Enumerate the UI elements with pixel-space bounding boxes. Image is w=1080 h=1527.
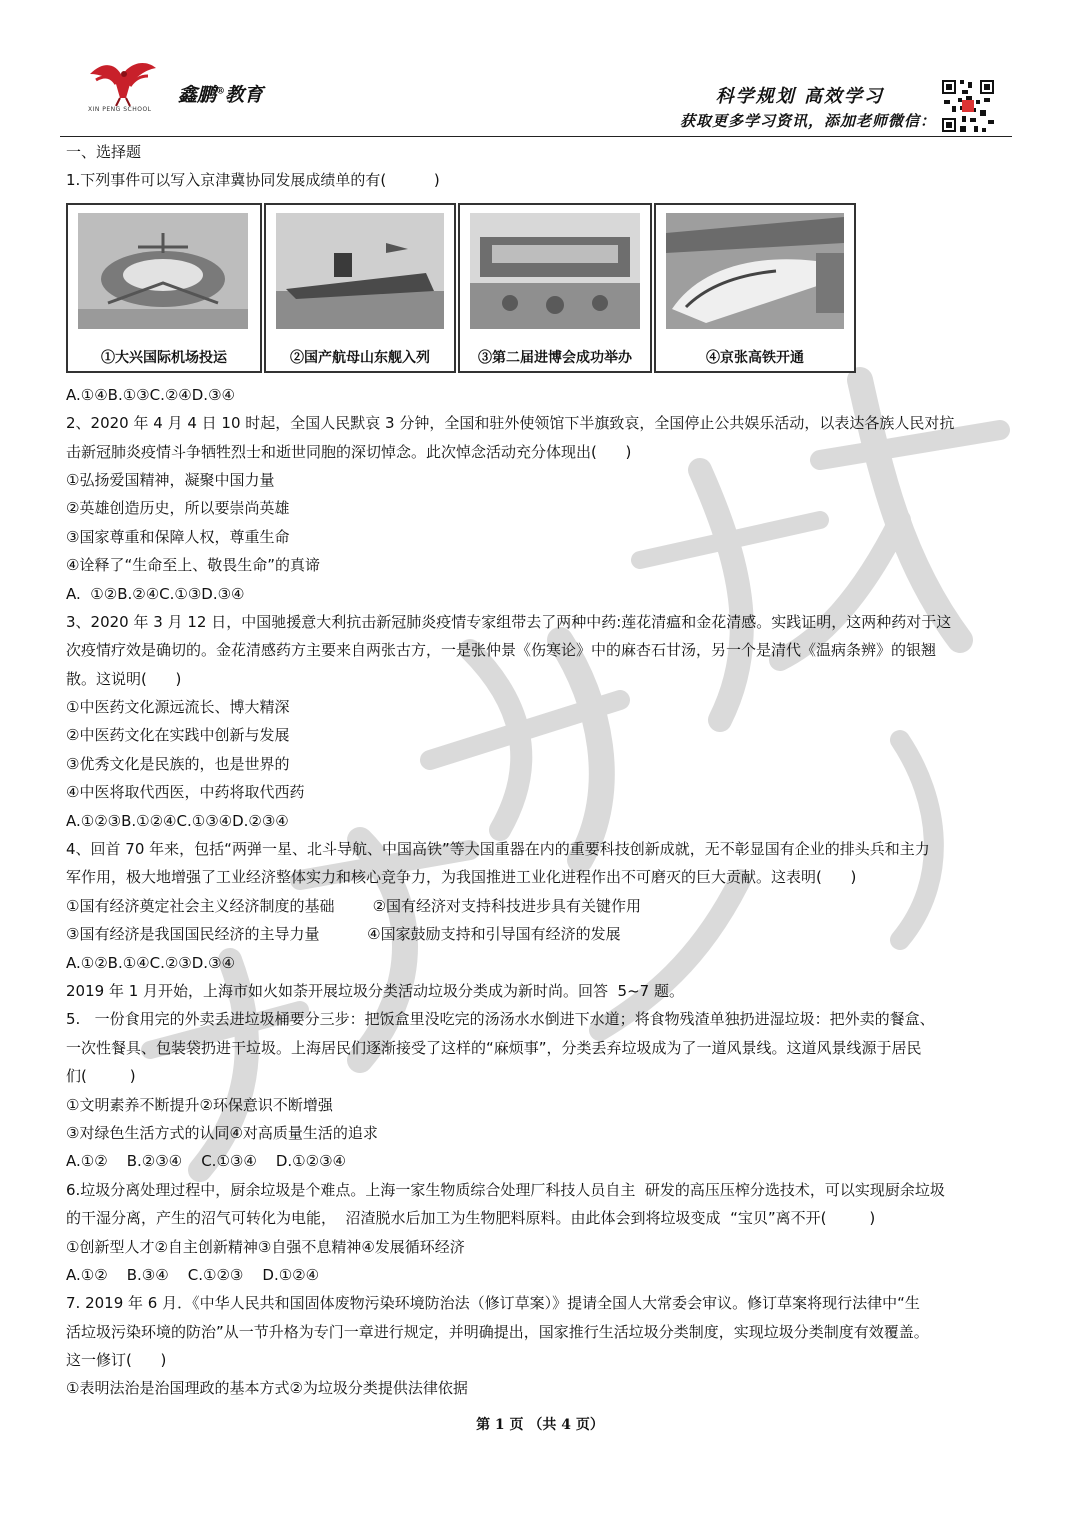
photo-shandong-carrier [264, 203, 456, 373]
brand-name-text: 鑫鹏 [178, 84, 217, 106]
q2-item-3: ③国家尊重和保障人权，尊重生命 [66, 527, 290, 546]
photo-caption-4: ④京张高铁开通 [706, 349, 804, 366]
q2-stem-line-2: 击新冠肺炎疫情斗争牺牲烈士和逝世同胞的深切悼念。此次悼念活动充分体现出( ) [66, 442, 632, 461]
q3-item-1: ①中医药文化源远流长、博大精深 [66, 698, 290, 717]
q2-options: A. ①②B.②④C.①③D.③④ [66, 584, 245, 603]
q3-item-2: ②中医药文化在实践中创新与发展 [66, 726, 290, 745]
q1-options: A.①④B.①③C.②④D.③④ [66, 385, 235, 404]
photo-beijing-zhangjiakou-railway [654, 203, 856, 373]
q5-stem-line-1: 5. 一份食用完的外卖丢进垃圾桶要分三步：把饭盒里没吃完的汤汤水水倒进下水道；将食物残渣单独扔进湿垃圾：把外卖的餐盒、 [66, 1010, 935, 1029]
aircraft-carrier-photo-icon [276, 213, 444, 329]
q3-stem-line-2: 次疫情疗效是确切的。金花清感药方主要来自两张古方，一是张仲景《伤寒论》中的麻杏石甘汤，另一个是清代《温病条辨》的银翘 [66, 641, 937, 660]
photo-import-expo [458, 203, 652, 373]
q7-stem-line-2: 活垃圾污染环境的防治”从一节升格为专门一章进行规定，并明确提出，国家推行生活垃圾分类制度，实现垃圾分类制度有效覆盖。 [66, 1322, 929, 1341]
q5-item-1: ①文明素养不断提升②环保意识不断增强 [66, 1095, 333, 1114]
q4-options: A.①②B.①④C.②③D.③④ [66, 953, 235, 972]
q5-stem-line-2: 一次性餐具、包装袋扔进干垃圾。上海居民们逐渐接受了这样的“麻烦事”，分类丢弃垃圾成为了一道风景线。这道风景线源于居民 [66, 1038, 922, 1057]
q1-photo-strip [66, 203, 856, 375]
airport-photo-icon [78, 213, 248, 329]
q5-options: A.①② B.②③④ C.①③④ D.①②③④ [66, 1152, 346, 1171]
q5-stem-line-3: 们( ) [66, 1067, 136, 1086]
q6-stem-line-2: 的干湿分离，产生的沼气可转化为电能， 沼渣脱水后加工为生物肥料原料。由此体会到将垃圾变成 “宝贝”离不开( ) [66, 1209, 876, 1228]
brand-name [178, 80, 263, 107]
q4-items-row-1: ①国有经济奠定社会主义经济制度的基础 ②国有经济对支持科技进步具有关键作用 [66, 896, 642, 915]
page-header [0, 0, 1080, 140]
header-divider [60, 136, 1012, 137]
photo-caption-2: ②国产航母山东舰入列 [290, 349, 430, 366]
q3-stem-line-3: 散。这说明( ) [66, 669, 182, 688]
logo-caption: XIN PENG SCHOOL [88, 106, 152, 113]
page-number: 第 1 页 （共 4 页） [476, 1417, 604, 1433]
qr-code-icon [940, 78, 996, 134]
q6-stem-line-1: 6.垃圾分离处理过程中，厨余垃圾是个难点。上海一家生物质综合处理厂科技人员自主 研发的高压压榨分选技术，可以实现厨余垃圾 [66, 1180, 945, 1199]
q2-item-4: ④诠释了“生命至上、敬畏生命”的真谛 [66, 556, 320, 575]
q7-item-1: ①表明法治是治国理政的基本方式②为垃圾分类提供法律依据 [66, 1379, 468, 1398]
q3-options: A.①②③B.①②④C.①③④D.②③④ [66, 811, 289, 830]
q2-item-1: ①弘扬爱国精神，凝聚中国力量 [66, 470, 275, 489]
q2-stem-line-1: 2、2020 年 4 月 4 日 10 时起，全国人民默哀 3 分钟，全国和驻外使领馆下半旗致哀，全国停止公共娱乐活动，以表达各族人民对抗 [66, 414, 955, 433]
q4-items-row-2: ③国有经济是我国国民经济的主导力量 ④国家鼓励支持和引导国有经济的发展 [66, 925, 621, 944]
q3-stem-line-1: 3、2020 年 3 月 12 日，中国驰援意大利抗击新冠肺炎疫情专家组带去了两种中药:莲花清瘟和金花清感。实践证明，这两种药对于这 [66, 612, 952, 631]
slogan: 科学规划 高效学习 [715, 86, 884, 107]
q6-item-1: ①创新型人才②自主创新精神③自强不息精神④发展循环经济 [66, 1237, 465, 1256]
q2-item-2: ②英雄创造历史，所以要崇尚英雄 [66, 499, 290, 518]
q4-stem-line-1: 4、回首 70 年来，包括“两弹一星、北斗导航、中国高铁”等大国重器在内的重要科技创新成就，无不彰显国有企业的排头兵和主力 [66, 840, 930, 859]
expo-venue-photo-icon [470, 213, 640, 329]
q3-item-4: ④中医将取代西医，中药将取代西药 [66, 783, 305, 802]
photo-caption-3: ③第二届进博会成功举办 [478, 349, 632, 366]
q1-stem: 1.下列事件可以写入京津冀协同发展成绩单的有( ) [66, 171, 440, 190]
high-speed-train-photo-icon [666, 213, 844, 329]
photo-caption-1: ①大兴国际机场投运 [101, 349, 227, 366]
brand-name-suffix: 教育 [225, 84, 264, 106]
q7-stem-line-3: 这一修订( ) [66, 1351, 167, 1370]
registered-mark: ® [216, 86, 226, 97]
section-title: 一、选择题 [66, 143, 142, 161]
wechat-prompt: 获取更多学习资讯，添加老师微信： [679, 112, 936, 130]
q5-item-2: ③对绿色生活方式的认同④对高质量生活的追求 [66, 1123, 378, 1142]
exam-content [66, 138, 1016, 1403]
q6-options: A.①② B.③④ C.①②③ D.①②④ [66, 1265, 320, 1284]
photo-daxing-airport [66, 203, 262, 373]
q5-7-intro: 2019 年 1 月开始，上海市如火如荼开展垃圾分类活动垃圾分类成为新时尚。回答 5~7 题。 [66, 981, 684, 1000]
q4-stem-line-2: 军作用，极大地增强了工业经济整体实力和核心竞争力，为我国推进工业化进程作出不可磨灭的巨大贡献。这表明( ) [66, 868, 857, 887]
q7-stem-line-1: 7. 2019 年 6 月．《中华人民共和国固体废物污染环境防治法（修订草案）》提请全国人大常委会审议。修订草案将现行法律中“生 [66, 1294, 920, 1313]
q3-item-3: ③优秀文化是民族的，也是世界的 [66, 754, 290, 773]
